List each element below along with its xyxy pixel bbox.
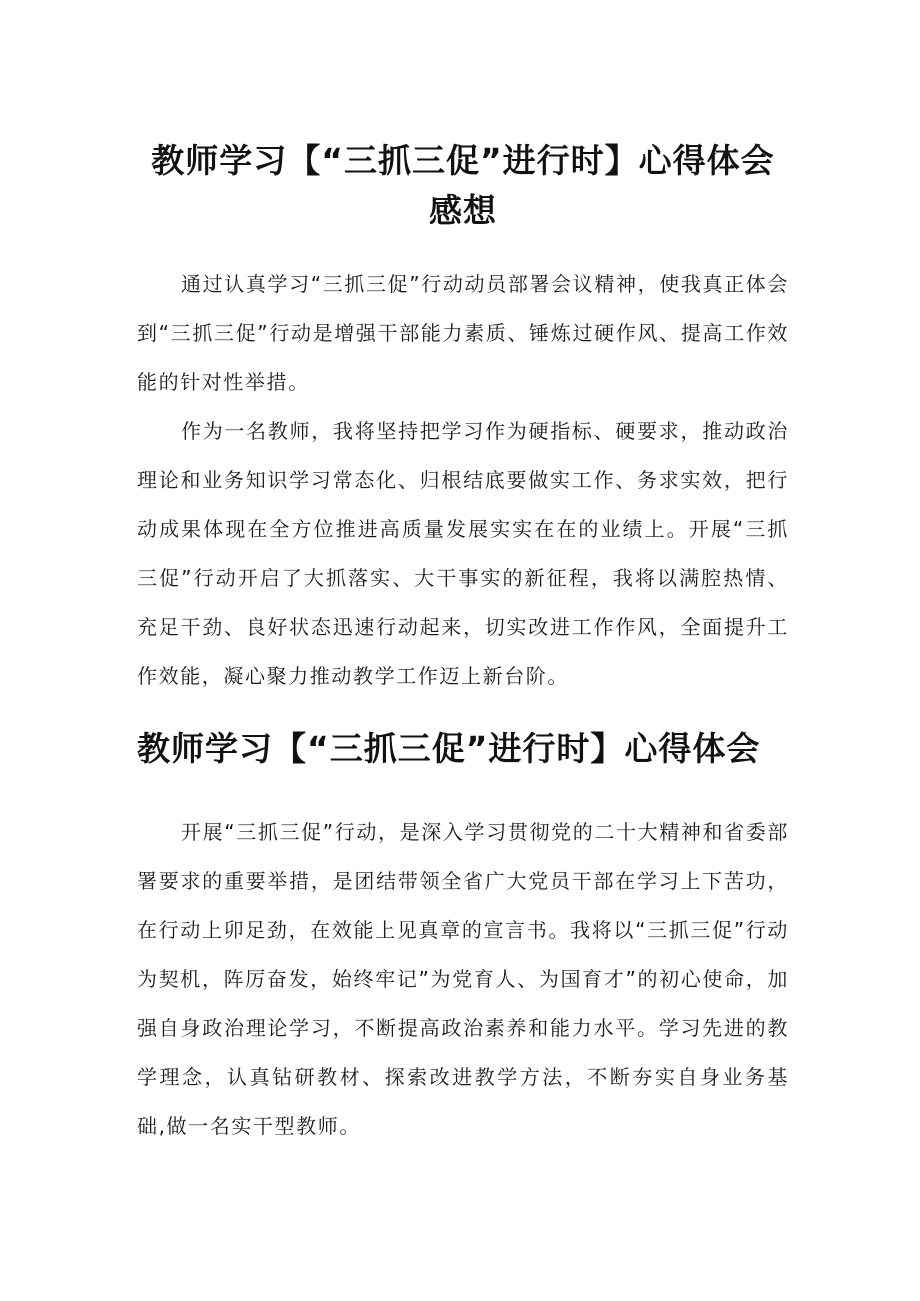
article-2-title: 教师学习【“三抓三促”进行时】心得体会 <box>137 729 761 768</box>
article-1-paragraph-1: 通过认真学习“三抓三促”行动动员部署会议精神，使我真正体会到“三抓三促”行动是增强干部能力素质、锤炼过硬作风、提高工作效能的针对性举措。 <box>137 272 789 394</box>
article-1-title: 教师学习【“三抓三促”进行时】心得体会感想 <box>151 141 775 230</box>
article-2-body <box>137 808 789 1151</box>
article-2-paragraph-1: 开展“三抓三促”行动，是深入学习贯彻党的二十大精神和省委部署要求的重要举措，是团结带领全省广大党员干部在学习上下苦功，在行动上卯足劲，在效能上见真章的宣言书。我将以“三抓三促”行动为契机，阵厉奋发，始终牢记”为党育人、为国育才”的初心使命，加强自身政治理论学习，不断提高政治素养和能力水平。学习先进的教学理念，认真钻研教材、探索改进教学方法，不断夯实自身业务基础,做一名实干型教师。 <box>137 820 789 1138</box>
article-1-body <box>137 260 789 701</box>
article-1-paragraph-2: 作为一名教师，我将坚持把学习作为硬指标、硬要求，推动政治理论和业务知识学习常态化、归根结底要做实工作、务求实效，把行动成果体现在全方位推进高质量发展实实在在的业绩上。开展“三抓三促”行动开启了大抓落实、大干事实的新征程，我将以满腔热情、充足干劲、良好状态迅速行动起来，切实改进工作作风，全面提升工作效能，凝心聚力推动教学工作迈上新台阶。 <box>137 419 789 688</box>
